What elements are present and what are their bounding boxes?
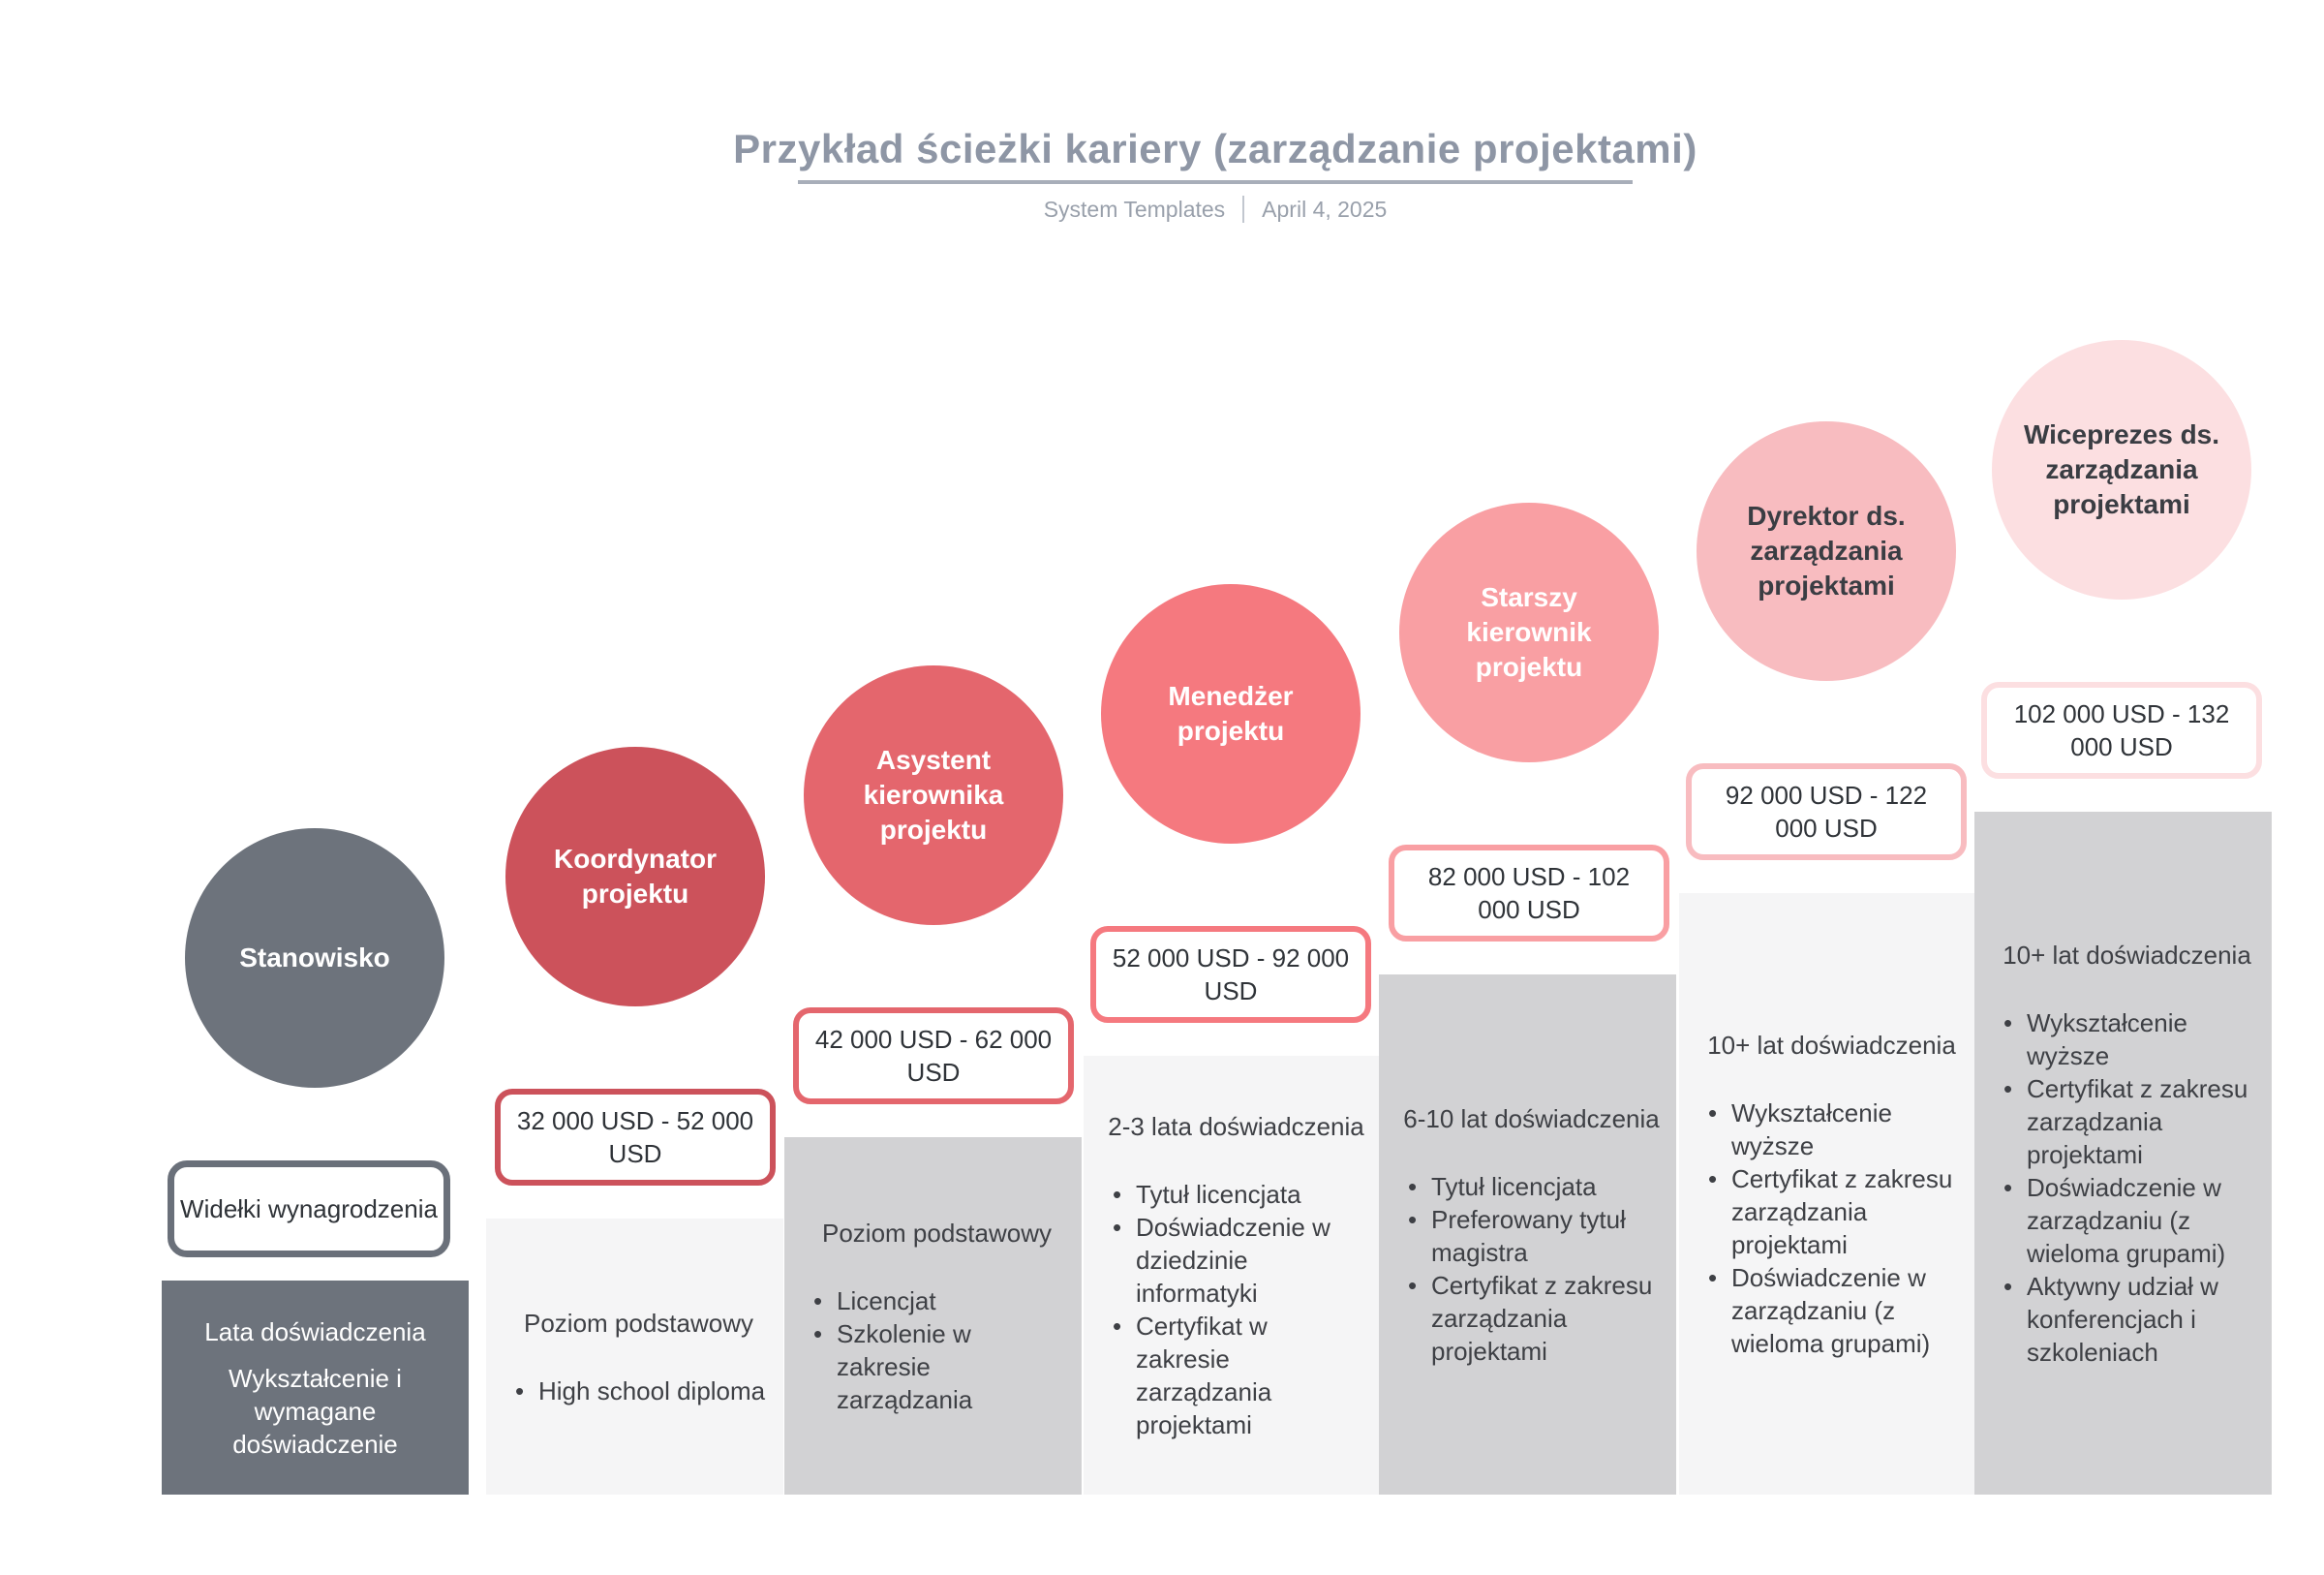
requirements-panel-4 — [1379, 974, 1676, 1495]
subtitle — [731, 196, 1699, 223]
requirements-list — [1400, 1170, 1663, 1368]
legend-experience-line2: Wykształcenie i wymagane doświadczenie — [229, 1363, 402, 1459]
role-circle-wiceprezes — [1992, 340, 2251, 600]
requirement-item: • Tytuł licencjata — [1400, 1170, 1663, 1203]
salary-range: 32 000 USD - 52 000 USD — [516, 1106, 754, 1168]
requirement-item: • Wykształcenie wyższe — [1996, 1006, 2258, 1072]
requirement-item: • Doświadczenie w zarządzaniu (z wieloma grupami) — [1700, 1261, 1963, 1360]
requirement-item: • Aktywny udział w konferencjach i szkoleniach — [1996, 1270, 2258, 1369]
salary-range-box-5 — [1686, 763, 1967, 860]
subtitle-source: System Templates — [1043, 196, 1226, 222]
requirement-item: • Certyfikat z zakresu zarządzania projektami — [1996, 1072, 2258, 1171]
role-label: Asystent kierownika projektu — [863, 745, 1004, 845]
requirement-item: • Certyfikat z zakresu zarządzania projektami — [1400, 1269, 1663, 1368]
experience-heading: 10+ lat doświadczenia — [2003, 940, 2251, 970]
requirement-item: • Doświadczenie w zarządzaniu (z wieloma grupami) — [1996, 1171, 2258, 1270]
legend-salary-box — [168, 1160, 450, 1257]
role-circle-asystent — [804, 665, 1063, 925]
salary-range-box-1 — [495, 1089, 776, 1186]
role-label: Koordynator projektu — [554, 844, 717, 909]
legend-experience-line1: Lata doświadczenia — [204, 1316, 426, 1346]
experience-heading: 2-3 lata doświadczenia — [1108, 1111, 1364, 1141]
salary-range: 102 000 USD - 132 000 USD — [2013, 699, 2230, 761]
requirements-list — [806, 1284, 1068, 1416]
experience-heading: Poziom podstawowy — [822, 1218, 1052, 1248]
requirement-item: • Certyfikat w zakresie zarządzania projektami — [1105, 1310, 1367, 1441]
requirements-panel-5 — [1679, 893, 1976, 1495]
role-label: Dyrektor ds. zarządzania projektami — [1747, 501, 1906, 601]
requirements-list — [1105, 1178, 1367, 1441]
requirement-item: • Szkolenie w zakresie zarządzania — [806, 1317, 1068, 1416]
legend-salary-label: Widełki wynagrodzenia — [180, 1193, 438, 1223]
subtitle-date: April 4, 2025 — [1262, 196, 1388, 222]
experience-heading: Poziom podstawowy — [524, 1308, 753, 1338]
salary-range-box-3 — [1090, 926, 1371, 1023]
requirements-panel-6 — [1974, 812, 2272, 1495]
role-circle-koordynator — [505, 747, 765, 1006]
salary-range-box-2 — [793, 1007, 1074, 1104]
salary-range-box-6 — [1981, 682, 2262, 779]
role-label: Starszy kierownik projektu — [1466, 582, 1592, 682]
requirements-list — [1996, 1006, 2258, 1369]
salary-range: 52 000 USD - 92 000 USD — [1112, 943, 1350, 1005]
salary-range: 42 000 USD - 62 000 USD — [814, 1025, 1053, 1087]
requirement-item: • Wykształcenie wyższe — [1700, 1096, 1963, 1162]
role-label: Menedżer projektu — [1168, 681, 1294, 746]
requirements-panel-3 — [1084, 1056, 1381, 1495]
experience-heading: 10+ lat doświadczenia — [1707, 1030, 1956, 1060]
role-circle-starszy-kierownik — [1399, 503, 1659, 762]
role-circle-dyrektor — [1697, 421, 1956, 681]
role-label: Wiceprezes ds. zarządzania projektami — [2023, 419, 2220, 519]
salary-range-box-4 — [1389, 845, 1669, 942]
requirements-list — [507, 1374, 770, 1407]
experience-heading: 6-10 lat doświadczenia — [1403, 1103, 1660, 1133]
requirement-item: • Doświadczenie w dziedzinie informatyki — [1105, 1211, 1367, 1310]
title-underline — [798, 180, 1633, 184]
requirement-item: • Preferowany tytuł magistra — [1400, 1203, 1663, 1269]
salary-range: 92 000 USD - 122 000 USD — [1725, 781, 1928, 843]
requirements-panel-2 — [784, 1137, 1082, 1495]
requirements-panel-1 — [486, 1219, 783, 1495]
subtitle-divider — [1242, 196, 1244, 223]
legend-experience-box — [162, 1281, 469, 1495]
page-title: Przykład ścieżki kariery (zarządzanie projektami) — [733, 126, 1697, 171]
requirements-list — [1700, 1096, 1963, 1360]
requirement-item: • High school diploma — [507, 1374, 770, 1407]
legend-position-circle — [185, 828, 444, 1088]
requirement-item: • Certyfikat z zakresu zarządzania projektami — [1700, 1162, 1963, 1261]
legend-position-label: Stanowisko — [239, 942, 390, 973]
role-circle-menedzer — [1101, 584, 1361, 844]
requirement-item: • Tytuł licencjata — [1105, 1178, 1367, 1211]
requirement-item: • Licencjat — [806, 1284, 1068, 1317]
salary-range: 82 000 USD - 102 000 USD — [1427, 862, 1631, 924]
